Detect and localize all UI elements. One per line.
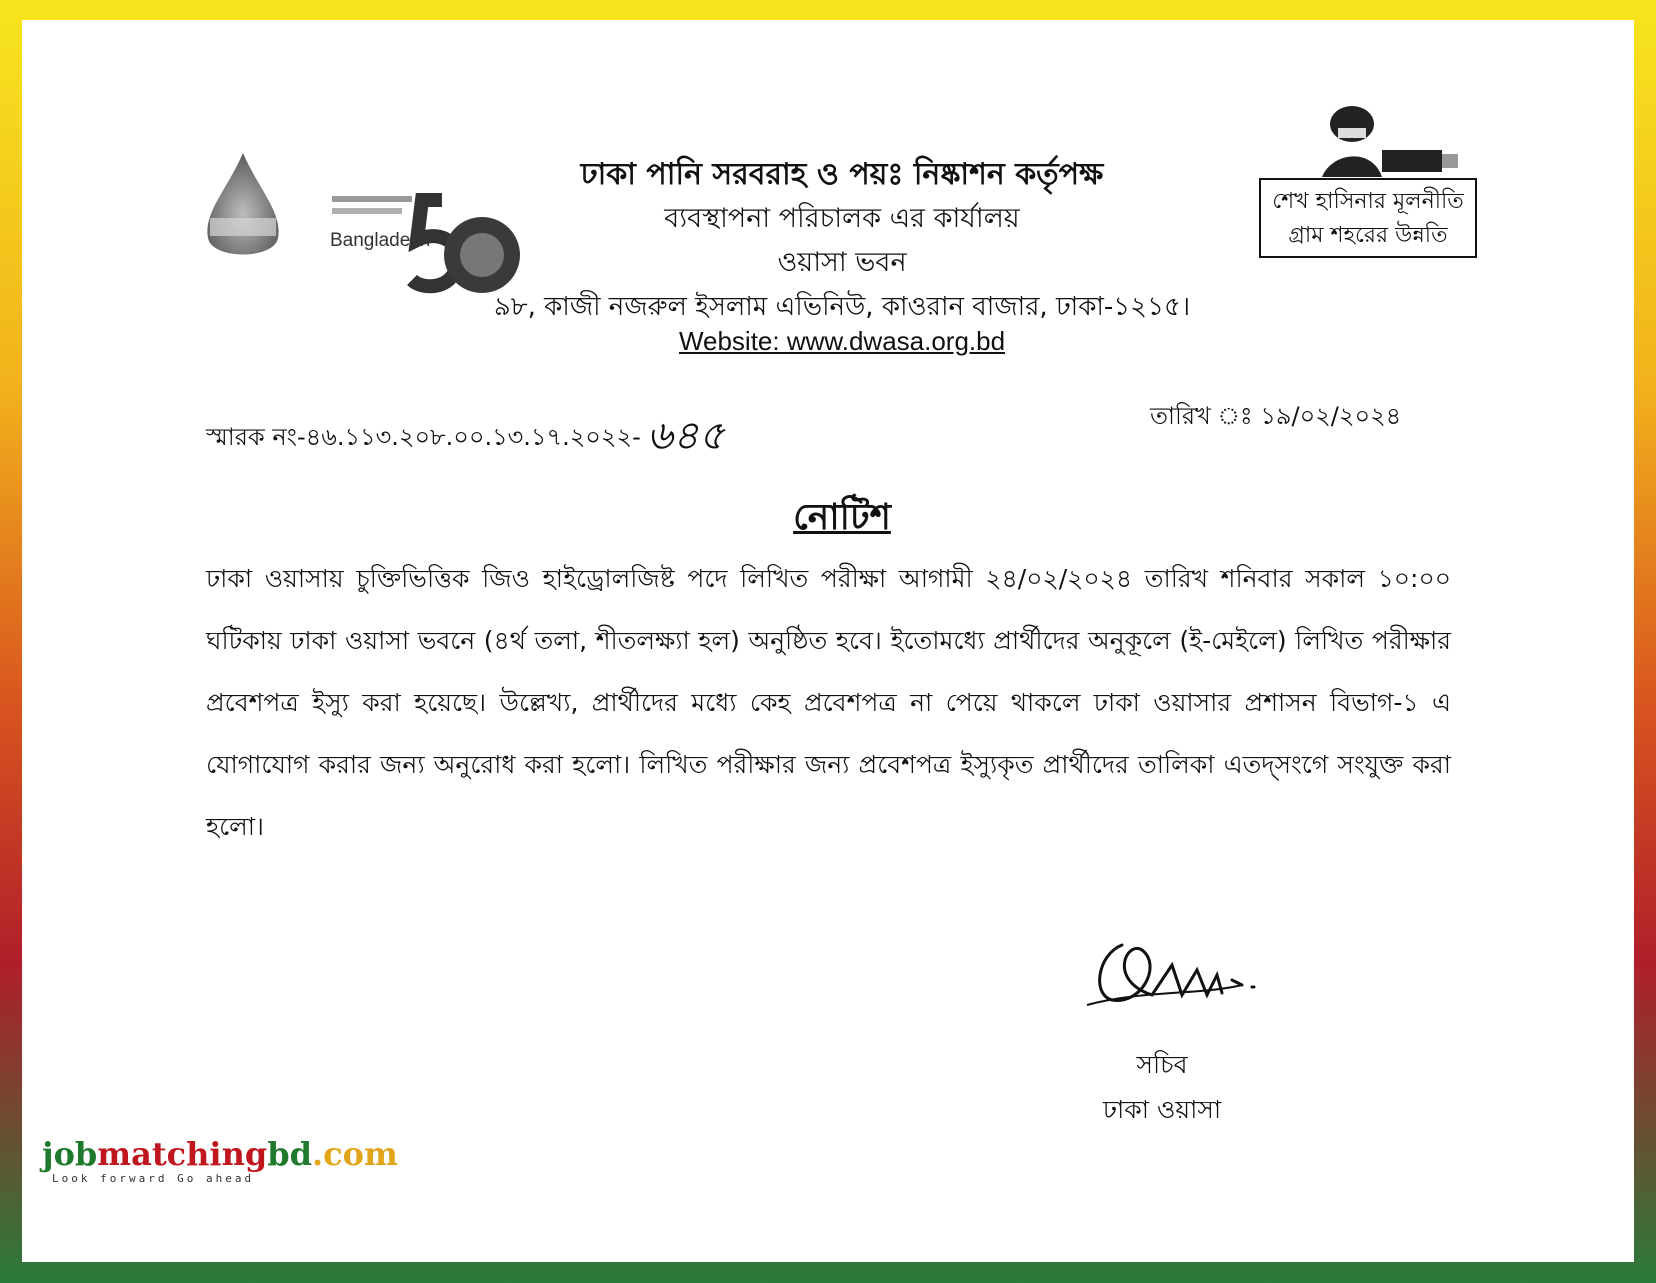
slogan-line-1: শেখ হাসিনার মূলনীতি (1272, 189, 1464, 214)
memo-number-text: স্মারক নং-৪৬.১১৩.২০৮.০০.১৩.১৭.২০২২- (206, 423, 641, 451)
address: ৯৮, কাজী নজরুল ইসলাম এভিনিউ, কাওরান বাজার, ঢাকা-১২১৫। (493, 292, 1191, 322)
watermark-part-1: job (42, 1135, 98, 1173)
memo-number (206, 400, 725, 467)
watermark-part-4: .com (311, 1135, 398, 1173)
notice-document (22, 20, 1634, 1262)
memo-handwritten-number: ৬৪৫ (646, 413, 725, 459)
slogan-box (1259, 178, 1477, 258)
mujib-centenary-logo-icon (1312, 102, 1462, 182)
watermark-part-2: matching (97, 1135, 268, 1173)
watermark-part-3: bd (267, 1135, 312, 1173)
notice-title: নোটিশ (793, 497, 891, 538)
watermark-tagline: Look forward Go ahead (52, 1172, 255, 1185)
office-name: ব্যবস্থাপনা পরিচালক এর কার্যালয় (664, 203, 1020, 234)
dwasa-logo-icon (198, 148, 288, 268)
notice-body: ঢাকা ওয়াসায় চুক্তিভিত্তিক জিও হাইড্রোলজিষ্ট পদে লিখিত পরীক্ষা আগামী ২৪/০২/২০২৪ তারিখ শনিবার সকাল ১০:০০ ঘটিকায় ঢাকা ওয়াসা ভবনে (৪র্থ তলা, শীতলক্ষ্যা হল) অনুষ্ঠিত হবে। ইতোমধ্যে প্রার্থীদের অনুকূলে (ই-মেইলে) লিখিত পরীক্ষার প্রবেশপত্র ইস্যু করা হয়েছে। উল্লেখ্য, প্রার্থীদের মধ্যে কেহ প্রবেশপত্র না পেয়ে থাকলে ঢাকা ওয়াসার প্রশাসন বিভাগ-১ এ যোগাযোগ করার জন্য অনুরোধ করা হলো। লিখিত পরীক্ষার জন্য প্রবেশপত্র ইস্যুকৃত প্রার্থীদের তালিকা এতদ্সংগে সংযুক্ত করা হলো। (206, 564, 1451, 841)
memo-date: তারিখ ঃ ১৯/০২/২০২৪ (1150, 402, 1402, 430)
signature-icon (1082, 925, 1282, 1025)
signatory-title: সচিব (1136, 1050, 1188, 1079)
organization-name: ঢাকা পানি সরবরাহ ও পয়ঃ নিষ্কাশন কর্তৃপক্ষ (580, 157, 1104, 192)
building-name: ওয়াসা ভবন (777, 247, 907, 278)
slogan-line-2: গ্রাম শহরের উন্নতি (1288, 223, 1448, 248)
watermark-logo (42, 1135, 398, 1173)
signatory-organization: ঢাকা ওয়াসা (1102, 1095, 1222, 1124)
logo-bangladesh-text: Bangladesh (330, 230, 431, 251)
website-link[interactable]: Website: www.dwasa.org.bd (678, 326, 1006, 356)
